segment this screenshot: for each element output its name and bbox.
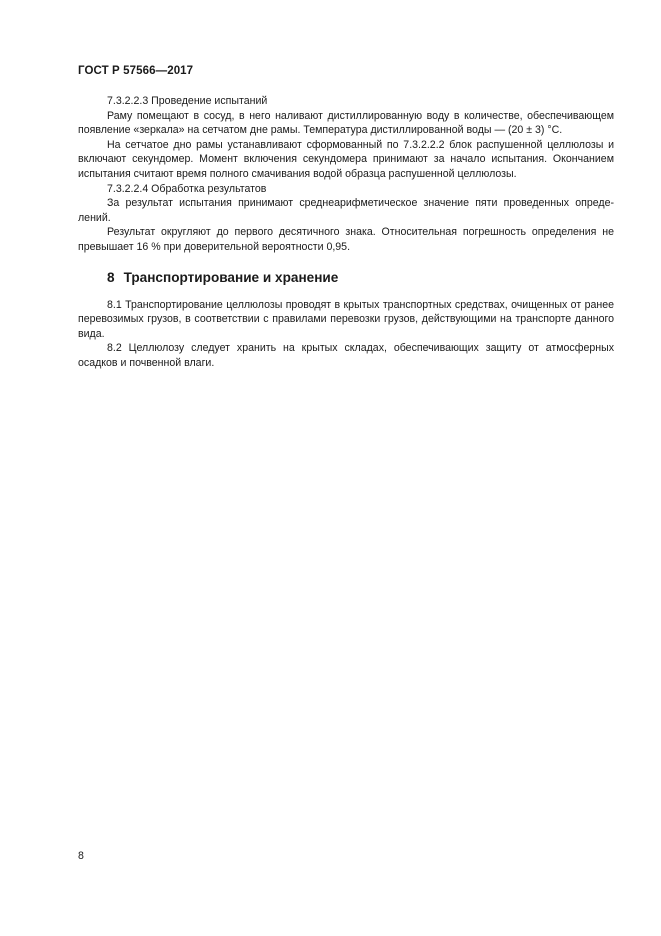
paragraph-test-start: На сетчатое дно рамы устанавливают сформованный по 7.3.2.2.2 блок распушенной целлюлозы и включают секундомер. Момент включения секундомера принимают за начало испытания. Окончанием испытания считают время полного смачивания водой образца распушенной целлюлозы. (78, 138, 614, 180)
subclause-heading-7-3-2-2-3: 7.3.2.2.3 Проведение испытаний (107, 95, 268, 107)
document-code-header: ГОСТ Р 57566—2017 (78, 65, 194, 77)
paragraph-result-mean: За результат испытания принимают среднеарифметическое значение пяти проведенных опреде-лений. (78, 197, 614, 224)
section-heading (78, 269, 614, 286)
paragraph-8-1: 8.1 Транспортирование целлюлозы проводят в крытых транспортных средствах, очищенных от ранее перевозимых грузов, в соответствии с правилами перевозки грузов, действующими на транспорте данного вида. (78, 298, 614, 340)
paragraph-8-2: 8.2 Целлюлозу следует хранить на крытых складах, обеспечивающих защиту от атмосферных осадков и почвенной влаги. (78, 342, 614, 369)
section-title-text: Транспортирование и хранение (123, 269, 339, 285)
subclause-heading-7-3-2-2-4: 7.3.2.2.4 Обработка результатов (107, 182, 267, 195)
paragraph-water-mirror: Раму помещают в сосуд, в него наливают дистиллированную воду в количестве, обеспечивающем появление «зеркала» на сетчатом дне рамы. Температура дистиллированной воды — (20 ± 3) °С. (78, 109, 614, 137)
section-number: 8 (107, 269, 115, 285)
page-number: 8 (78, 850, 84, 862)
document-body (78, 94, 614, 371)
paragraph-result-rounding: Результат округляют до первого десятичного знака. Относительная погрешность определения не превышает 16 % при доверительной вероятности 0,95. (78, 226, 614, 253)
